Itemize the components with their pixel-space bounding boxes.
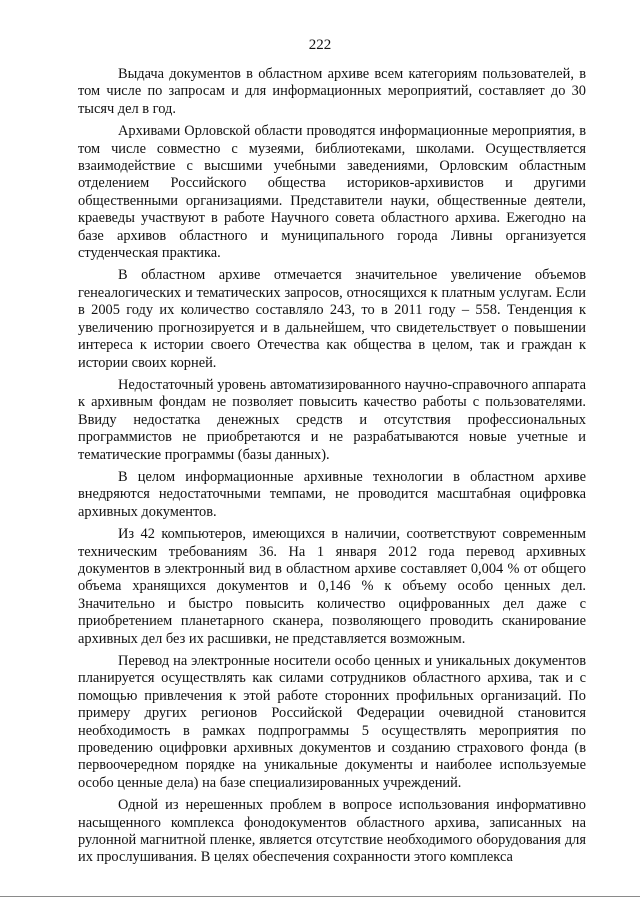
paragraph-information-technologies: В целом информационные архивные технологии в областном архиве внедряются недостаточными темпами, не проводится масштабная оцифровка архивных документов.: [78, 468, 586, 520]
paragraph-reference-apparatus: Недостаточный уровень автоматизированного научно-справочного аппарата к архивным фондам не позволяет повысить качество работы с пользователями. Ввиду недостатка денежных средств и отсутствия профессиональных программистов не приобретаются и не разрабатываются новые учетные и тематические программы (базы данных).: [78, 376, 586, 463]
paragraph-information-events: Архивами Орловской области проводятся информационные мероприятия, в том числе совместно с музеями, библиотеками, школами. Осуществляется взаимодействие с высшими учебными заведениями, Орловским областным отделением Российского общества историков-архивистов и другими общественными организациями. Представители науки, общественные деятели, краеведы участвуют в работе Научного совета областного архива. Ежегодно на базе архивов областного и муниципального города Ливны организуется студенческая практика.: [78, 123, 586, 262]
document-body: [78, 66, 586, 872]
paragraph-electronic-media-transfer: Перевод на электронные носители особо ценных и уникальных документов планируется осуществлять как силами сотрудников областного архива, так и с помощью привлечения к этой работе сторонних профильных организаций. По примеру других регионов Российской Федерации очевидной становится необходимость в рамках подпрограммы 5 осуществлять мероприятия по проведению оцифровки архивных документов и созданию страхового фонда (в первоочередном порядке на уникальные документы и наиболее используемые особо ценные дела) на базе специализированных учреждений.: [78, 653, 586, 791]
page-number: 222: [308, 37, 332, 53]
paragraph-computers-digitization: Из 42 компьютеров, имеющихся в наличии, соответствуют современным техническим требованиям 36. На 1 января 2012 года перевод архивных документов в электронный вид в областном архиве составляет 0,004 % от общего объема хранящихся документов и 0,146 % к объему особо ценных дел. Значительно и быстро повысить количество оцифрованных дел даже с приобретением планетарного сканера, позволяющего проводить сканирование архивных дел без их расшивки, не представляется возможным.: [78, 526, 586, 647]
page-bottom-rule: [0, 896, 640, 897]
paragraph-genealogical-requests: В областном архиве отмечается значительное увеличение объемов генеалогических и тематических запросов, относящихся к платным услугам. Если в 2005 году их количество составляло 243, то в 2011 году – 558. Тенденция к увеличению прогнозируется и в дальнейшем, что свидетельствует о повышении интереса к истории своего Отечества как общества в целом, так и граждан к истории своих корней.: [78, 267, 586, 371]
paragraph-document-issuance: Выдача документов в областном архиве всем категориям пользователей, в том числе по запросам и для информационных мероприятий, составляет до 30 тысяч дел в год.: [78, 66, 586, 117]
paragraph-phonodocuments: Одной из нерешенных проблем в вопросе использования информативно насыщенного комплекса фонодокументов областного архива, записанных на рулонной магнитной пленке, является отсутствие необходимого оборудования для их прослушивания. В целях обеспечения сохранности этого комплекса: [78, 797, 586, 866]
